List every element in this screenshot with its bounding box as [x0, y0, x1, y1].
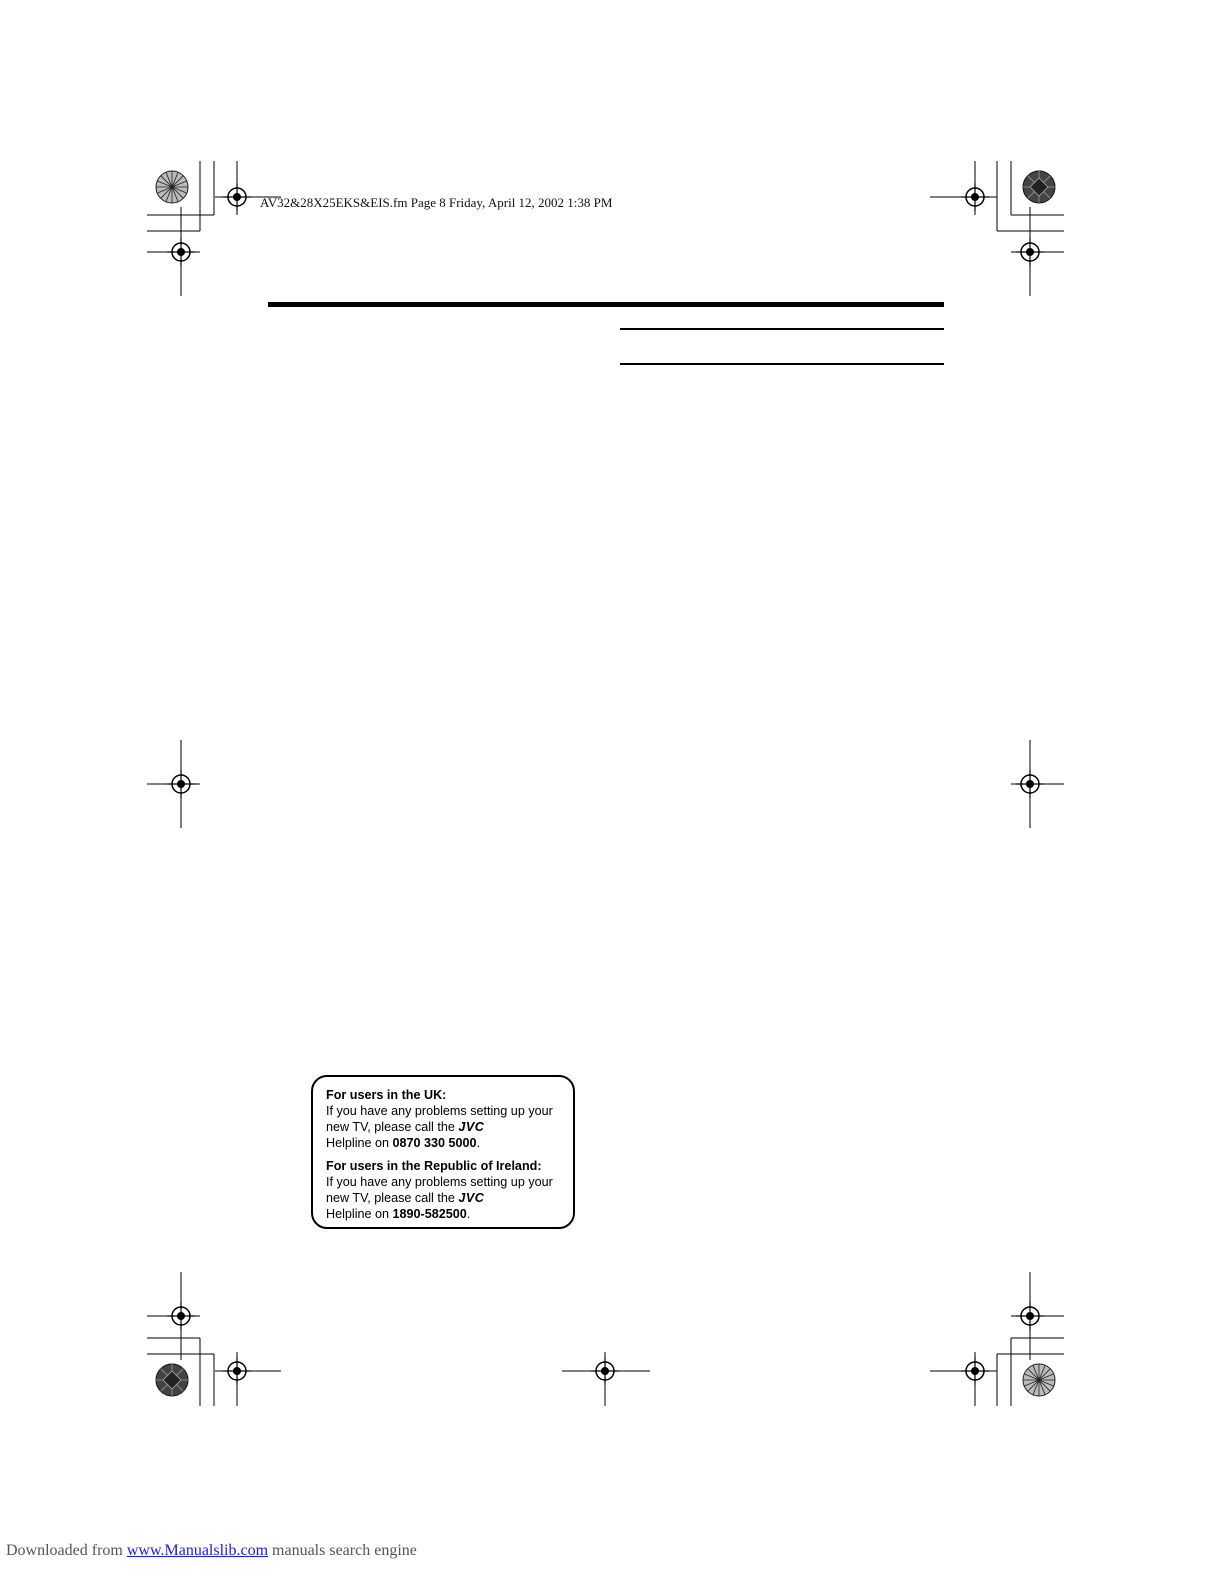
helpline-uk-line2-text: new TV, please call the [326, 1120, 459, 1134]
helpline-uk-line3-text: Helpline on [326, 1136, 393, 1150]
registration-mark-icon [147, 1272, 200, 1360]
helpline-ireland-line3-text: Helpline on [326, 1207, 393, 1221]
helpline-uk-line3 [326, 1135, 573, 1151]
color-bar-icon [156, 1364, 188, 1396]
helpline-ireland [326, 1158, 573, 1222]
helpline-ireland-line3 [326, 1206, 573, 1222]
manualslib-link[interactable]: www.Manualslib.com [126, 1542, 269, 1559]
color-bar-icon [1023, 171, 1055, 203]
color-bar-icon [156, 171, 188, 203]
registration-mark-icon [147, 740, 200, 828]
helpline-uk [326, 1087, 573, 1151]
registration-mark-icon [1011, 207, 1064, 296]
helpline-box [311, 1075, 575, 1229]
column-rule-bottom [620, 363, 944, 365]
registration-mark-icon [930, 161, 997, 215]
helpline-ireland-line1: If you have any problems setting up your [326, 1175, 553, 1189]
jvc-logo: JVC [458, 1120, 485, 1134]
registration-mark-icon [215, 1352, 281, 1406]
registration-mark-icon [1011, 740, 1064, 828]
jvc-logo: JVC [458, 1191, 485, 1205]
registration-mark-icon [1011, 1272, 1064, 1360]
helpline-ireland-suffix: . [466, 1207, 471, 1221]
helpline-ireland-line2-text: new TV, please call the [326, 1191, 459, 1205]
column-rule-top [620, 328, 944, 330]
helpline-ireland-line2 [326, 1190, 573, 1206]
helpline-uk-suffix: . [476, 1136, 481, 1150]
header-rule [268, 302, 944, 307]
helpline-uk-line2 [326, 1119, 573, 1135]
helpline-uk-heading: For users in the UK: [326, 1088, 447, 1102]
color-bar-icon [1023, 1364, 1055, 1396]
registration-mark-icon [562, 1352, 650, 1406]
registration-mark-icon [930, 1352, 997, 1406]
helpline-uk-line1: If you have any problems setting up your [326, 1104, 553, 1118]
file-slug-line: AV32&28X25EKS&EIS.fm Page 8 Friday, April 12, 2002 1:38 PM [260, 195, 613, 210]
footer-suffix: manuals search engine [268, 1542, 417, 1559]
footer-prefix: Downloaded from [6, 1542, 127, 1559]
helpline-ireland-heading: For users in the Republic of Ireland: [326, 1159, 542, 1173]
registration-mark-icon [147, 207, 200, 296]
helpline-uk-number: 0870 330 5000 [392, 1136, 477, 1150]
helpline-ireland-number: 1890-582500 [392, 1207, 467, 1221]
download-footer [6, 1542, 417, 1560]
